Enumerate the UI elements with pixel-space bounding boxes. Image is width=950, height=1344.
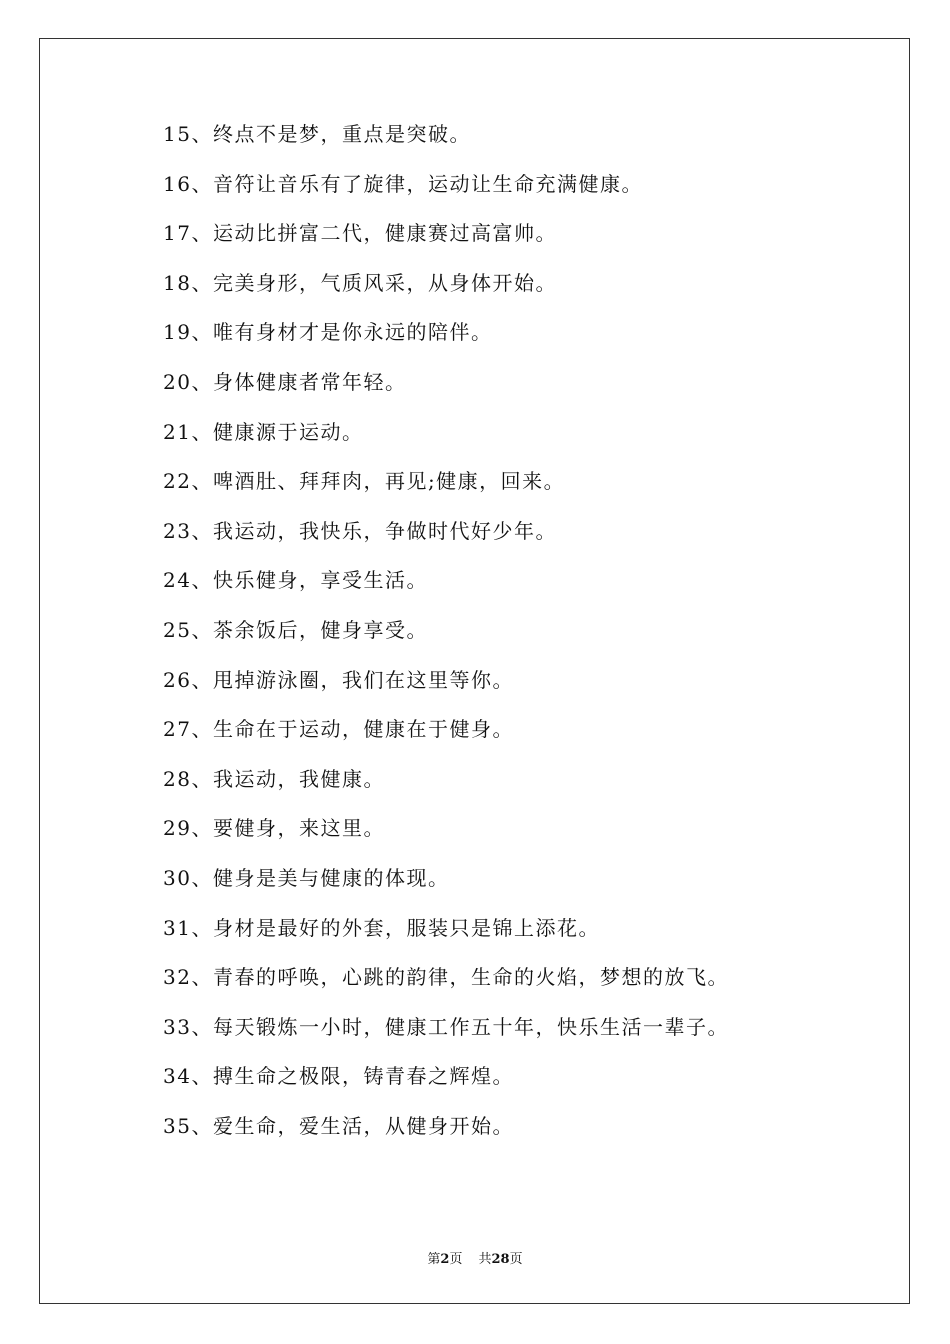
total-pages: 28: [491, 1252, 510, 1267]
list-item: 35、爱生命，爱生活，从健身开始。: [163, 1113, 514, 1138]
list-item: 20、身体健康者常年轻。: [163, 369, 407, 394]
list-item: 15、终点不是梦，重点是突破。: [163, 122, 471, 146]
list-item: 33、每天锻炼一小时，健康工作五十年，快乐生活一辈子。: [163, 1014, 729, 1039]
page-footer: [0, 1248, 950, 1267]
page-number: 2: [440, 1252, 450, 1267]
list-item: 22、啤酒肚、拜拜肉，再见;健康，回来。: [163, 469, 566, 494]
page-number-prefix: 第: [427, 1252, 441, 1267]
list-item: 26、甩掉游泳圈，我们在这里等你。: [163, 667, 514, 692]
list-item: 32、青春的呼唤，心跳的韵律，生命的火焰，梦想的放飞。: [163, 965, 729, 990]
list-item: 24、快乐健身，享受生活。: [163, 568, 428, 593]
list-item: 19、唯有身材才是你永远的陪伴。: [163, 320, 493, 345]
list-item: 16、音符让音乐有了旋律，运动让生命充满健康。: [163, 171, 643, 196]
total-pages-prefix: 共: [478, 1252, 492, 1267]
list-item: 23、我运动，我快乐，争做时代好少年。: [163, 518, 557, 543]
list-item: 18、完美身形，气质风采，从身体开始。: [163, 270, 557, 295]
list-item: 29、要健身，来这里。: [163, 816, 385, 841]
list-item: 28、我运动，我健康。: [163, 766, 385, 791]
list-item: 34、搏生命之极限，铸青春之辉煌。: [163, 1064, 514, 1089]
list-item: 30、健身是美与健康的体现。: [163, 865, 450, 890]
total-pages-suffix: 页: [509, 1252, 523, 1267]
list-item: 31、身材是最好的外套，服装只是锦上添花。: [163, 915, 600, 940]
slogan-list: [163, 122, 729, 1175]
list-item: 21、健康源于运动。: [163, 419, 364, 444]
page-number-suffix: 页: [449, 1252, 463, 1267]
list-item: 17、运动比拼富二代，健康赛过高富帅。: [163, 221, 557, 246]
list-item: 25、茶余饭后，健身享受。: [163, 617, 428, 642]
list-item: 27、生命在于运动，健康在于健身。: [163, 717, 514, 742]
